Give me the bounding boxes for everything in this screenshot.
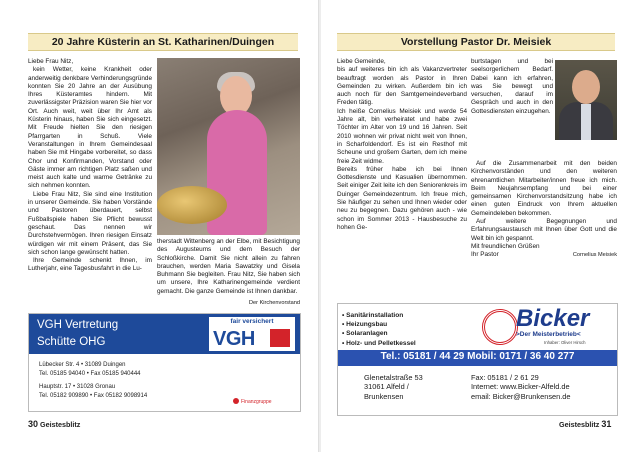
- signature-role: Ihr Pastor: [471, 251, 499, 259]
- vgh-advertisement[interactable]: [28, 313, 301, 412]
- ad-owner: Inhaber: Oliver Hirsch: [544, 340, 586, 345]
- article-title: Vorstellung Pastor Dr. Meisiek: [400, 36, 552, 48]
- paragraph: Ihre Gemeinde schenkt Ihnen, im Lutherjahr, eine Tagesbusfahrt in die Lu-: [28, 257, 152, 273]
- ad-title-line1: VGH Vertretung: [37, 319, 119, 331]
- phone-banner: [338, 350, 617, 366]
- page-number: 31: [601, 419, 612, 429]
- ad-phone: Tel. 05185 94040 • Fax 05185 940444: [39, 371, 141, 377]
- paragraph: kein Wetter, keine Krankheit oder anderweitig denkbare Verhinderungsgründe konnten Sie 20 Jahre an der Ausübung Ihres Küsteramtes hindern. Mit zuverlässigster Präzision waren Sie hier vor Ort. Auch weit, weit über Ihr Amt als Küsterin hinaus, haben Sie sich eingesetzt. Mit Freude hielten Sie den riesigen Pfarrgarten in Schuß. Viele Veranstaltungen in Ihrem Gemeindesaal haben Sie mit Hingabe vorbereitet, so dass Chor und Konfirmanden, Vorstand oder Gäste immer am richtigen Platz saßen und meist auch kalte und warme Getränke zu sich nehmen konnten.: [28, 66, 152, 190]
- magazine-name: Geistesblitz: [40, 420, 81, 429]
- magazine-name: Geistesblitz: [559, 420, 600, 429]
- article-header: [28, 33, 298, 51]
- paragraph: Liebe Frau Nitz, Sie sind eine Institution in unserer Gemeinde. Sie haben Vorstände und Pastoren überdauert, selbst Fußballspiele haben Sie Pflicht bewusst geschaut. Das nennen wir Durchstehvermögen. Ihren riesigen Einsatz würdigen wir mit einem Präsent, das Sie sich schon lange gewünscht hatten.: [28, 190, 152, 256]
- service-item: • Heizungsbau: [342, 320, 416, 329]
- service-item: • Sanitärinstallation: [342, 311, 416, 320]
- article-title: 20 Jahre Küsterin an St. Katharinen/Duingen: [51, 36, 275, 48]
- kuesterin-photo: [157, 58, 300, 235]
- ad-subtitle: >Der Meisterbetrieb<: [516, 331, 581, 338]
- page-footer-left: [28, 419, 80, 429]
- article-text-col2: [157, 238, 300, 307]
- bicker-logo: [482, 307, 614, 343]
- ad-tagline: fair versichert: [230, 318, 274, 325]
- sparkasse-icon: [233, 398, 239, 404]
- article-text-col1: [28, 58, 152, 274]
- ad-fax: Fax: 05181 / 2 61 29: [471, 373, 539, 382]
- ad-email[interactable]: email: Bicker@Brunkensen.de: [471, 391, 571, 401]
- ad-contact: [471, 373, 571, 401]
- finanzgruppe-badge: [233, 398, 272, 405]
- paragraph: Ich heiße Cornelius Meisiek und werde 54 Jahre alt, bin verheiratet und habe zwei Töchter im Alter von 19 und 16 Jahren. Seit 2010 wohnen wir privat nicht weit von Ihnen, in Scharfoldendorf. Es ist ein Resthof mit Scheune und großem Garten, dem ich meine freie Zeit widme.: [337, 107, 467, 165]
- service-list: [342, 311, 416, 348]
- pastor-photo: [555, 60, 617, 140]
- page-number: 30: [28, 419, 39, 429]
- article-text-col2: [471, 160, 617, 260]
- signature: [471, 251, 617, 259]
- ad-title-line2: Schütte OHG: [37, 336, 106, 348]
- ad-address: [364, 373, 423, 401]
- article-text-col1: [337, 58, 467, 232]
- article-text-col2-top: [471, 58, 553, 116]
- address-line: 31061 Alfeld /: [364, 382, 409, 392]
- paragraph: Auf weitere Begegnungen und Erfahrungsaustausch mit Ihnen über Gott und die Welt bin ich gespannt.: [471, 218, 617, 242]
- ad-banner: [29, 314, 300, 354]
- service-item: • Solaranlagen: [342, 329, 416, 338]
- ad-website[interactable]: Internet: www.Bicker-Alfeld.de: [471, 382, 570, 392]
- ad-address: Hauptstr. 17 • 31028 Gronau: [39, 384, 116, 390]
- ad-phone: Tel. 05182 909890 • Fax 05182 9098914: [39, 393, 148, 399]
- vgh-logo: [209, 317, 295, 351]
- page-footer-right: [559, 419, 611, 429]
- signature: Der Kirchenvorstand: [249, 300, 300, 307]
- bicker-advertisement[interactable]: [337, 303, 618, 416]
- ad-address: Lübecker Str. 4 • 31089 Duingen: [39, 362, 126, 368]
- paragraph: Auf die Zusammenarbeit mit den beiden Kirchenvorständen und den weiteren ehrenamtlichen Mitarbeiter/innen freue ich mich. Beim Neujahrsempfang und bei einer gemeinsamen Kirchenvorstandsitzung habe ich einen guten Eindruck von Ihrem aktuellen Gemeindeleben bekommen.: [471, 160, 617, 217]
- service-item: • Holz- und Pelletkessel: [342, 339, 416, 348]
- paragraph: burtstagen und bei seelsorgerlichem Bedarf. Dabei kann ich erfahren, was Sie bewegt und versuchen, darauf im Gespräch und auch in den Gottesdiensten einzugehen.: [471, 58, 553, 115]
- paragraph: Liebe Gemeinde,: [337, 58, 386, 65]
- ad-phones: Tel.: 05181 / 44 29 Mobil: 0171 / 36 40 277: [380, 351, 575, 362]
- ring-icon: [482, 309, 518, 345]
- address-line: Brunkensen: [364, 391, 404, 401]
- paragraph: therstadt Wittenberg an der Elbe, mit Besichtigung des Augusteums und dem Besuch der Schloßkirche. Damit Sie nicht allein zu fahren brauchen, werden Maria Sawatzky und Gisela Buhmann Sie begleiten. Frau Nitz, Sie haben sich um unsere, Ihre Katharinengemeinde verdient gemacht. Die ganze Gemeinde ist Ihnen dankbar.: [157, 238, 300, 295]
- ad-brand: VGH: [213, 328, 255, 350]
- ad-brand: Bicker: [516, 305, 590, 332]
- signature-name: Cornelius Meisiek: [572, 252, 617, 259]
- paragraph: Bereits früher habe ich bei Ihnen Gottesdienste und Kasualien übernommen. Seit einiger Zeit leite ich den Seniorenkreis im Duinger Gemeindezentrum. Ich freue mich, Sie häufiger zu sehen und Ihnen wieder oder neu zu begegnen. Dazu gehören auch - wie schon im Sommer 2013 - Hausbesuche zu hohen Ge-: [337, 165, 467, 231]
- address-line: Glenetalstraße 53: [364, 373, 423, 382]
- paragraph: bis auf weiteres bin ich als Vakanzvertreter beauftragt worden als Pastor in Ihren Gemeinden zu wirken. Außerdem bin ich auch noch für den Samtgemeindeverband Freden tätig.: [337, 66, 467, 107]
- paragraph: Liebe Frau Nitz,: [28, 58, 74, 65]
- left-page: [0, 0, 319, 452]
- closing: Mit freundlichen Grüßen: [471, 242, 540, 250]
- article-header: [337, 33, 615, 51]
- horse-icon: [270, 329, 290, 347]
- finanzgruppe-label: Finanzgruppe: [241, 399, 272, 405]
